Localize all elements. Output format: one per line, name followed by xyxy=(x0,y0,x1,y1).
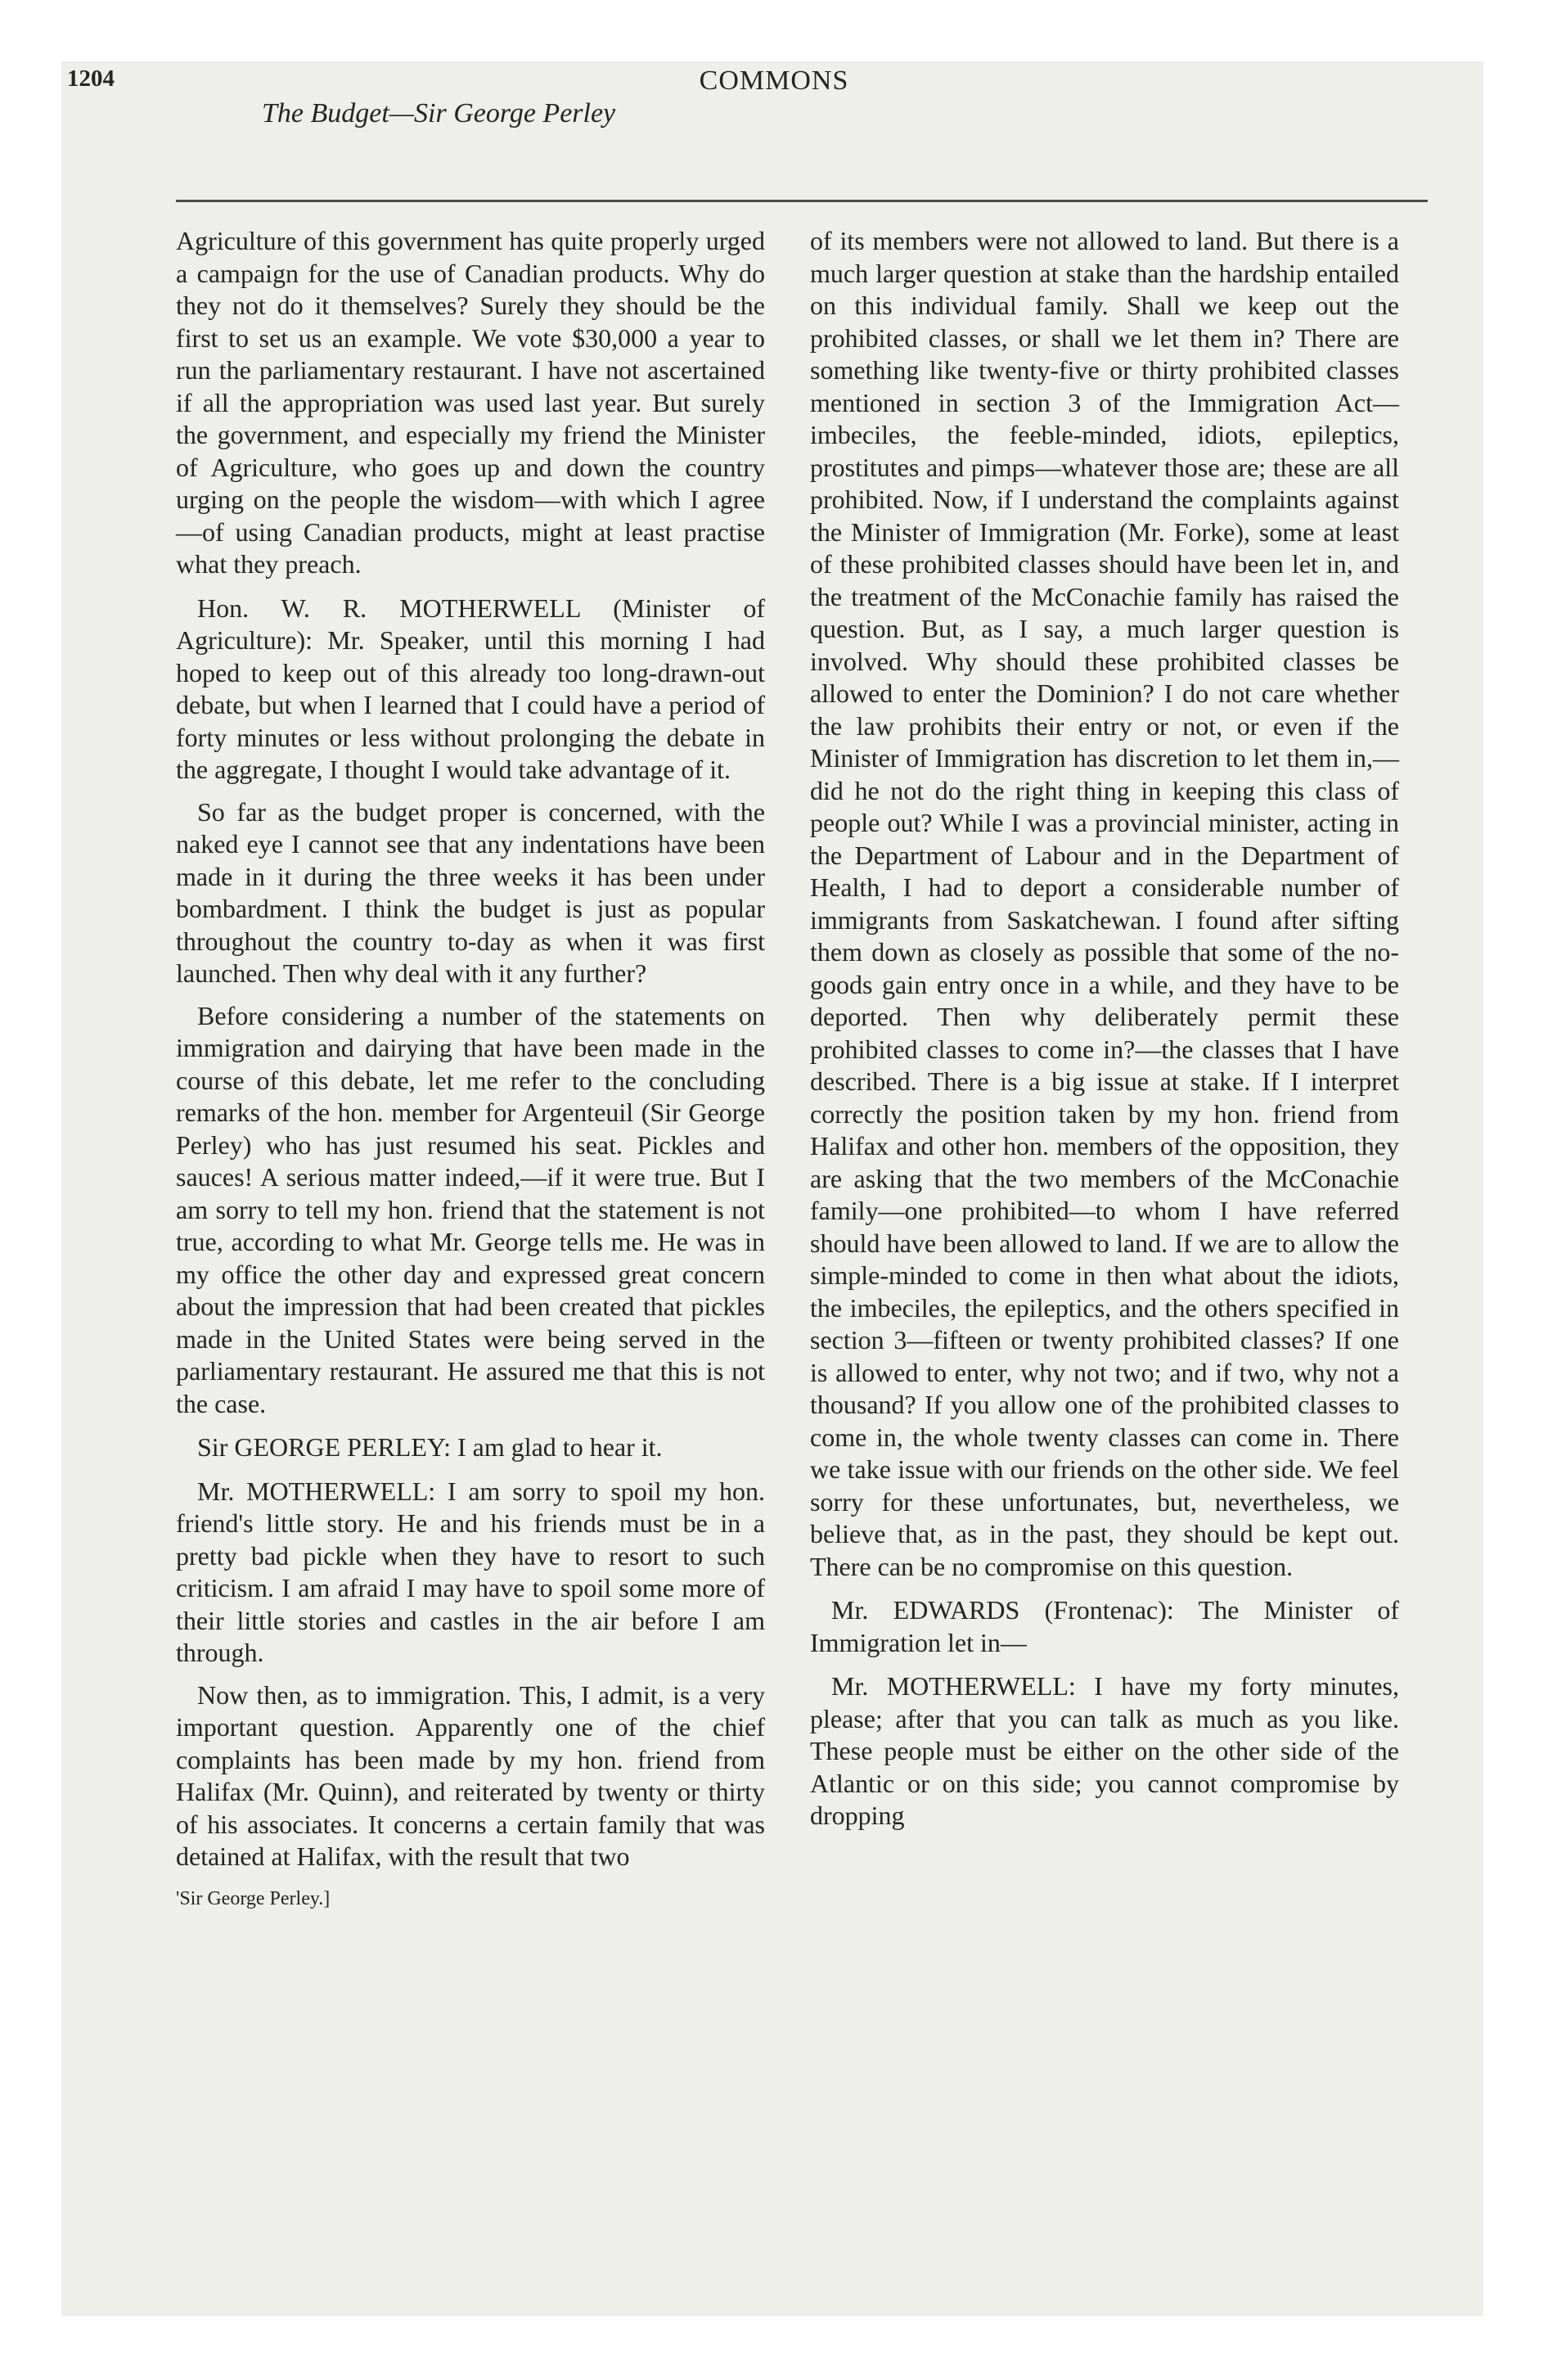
right-column xyxy=(810,225,1399,1842)
paragraph: Agriculture of this government has quite properly urged a campaign for the use of Canadian products. Why do they not do it themselves? Surely they should be the first to set us an example. We vote $30,000 a year to run the parliamentary restaurant. I have not ascertained if all the appropriation was used last year. But surely the government, and especially my friend the Minister of Agriculture, who goes up and down the country urging on the people the wisdom—with which I agree—of using Canadian products, might at least practise what they preach. xyxy=(176,226,765,579)
left-column xyxy=(176,225,765,1915)
page-number: 1204 xyxy=(67,65,115,92)
journal-title: COMMONS xyxy=(699,65,849,96)
paragraph: of its members were not allowed to land. But there is a much larger question at stake than the hardship entailed on this individual family. Shall we keep out the prohibited classes, or shall we let them in? There are something like twenty-five or thirty prohibited classes mentioned in section 3 of the Immigration Act—imbeciles, the feeble-minded, idiots, epileptics, prostitutes and pimps—whatever those are; these are all prohibited. Now, if I understand the complaints against the Minister of Immigration (Mr. Forke), some at least of these prohibited classes should have been let in, and the treatment of the McConachie family has raised the question. But, as I say, a much larger question is involved. Why should these prohibited classes be allowed to enter the Dominion? I do not care whether the law prohibits their entry or not, or even if the Minister of Immigration has discretion to let them in,—did he not do the right thing in keeping this class of people out? While I was a provincial minister, acting in the Department of Labour and in the Department of Health, I had to deport a considerable number of immigrants from Saskatchewan. I found after sifting them down as closely as possible that some of the no-goods gain entry once in a while, and they have to be deported. Then why deliberately permit these prohibited classes to come in?—the classes that I have described. There is a big issue at stake. If I interpret correctly the position taken by my hon. friend from Halifax and other hon. members of the opposition, they are asking that the two members of the McConachie family—one prohibited—to whom I have referred should have been allowed to land. If we are to allow the simple-minded to come in then what about the idiots, the imbeciles, the epileptics, and the others specified in section 3—fifteen or twenty prohibited classes? If one is allowed to enter, why not two; and if two, why not a thousand? If you allow one of the prohibited classes to come in, the whole twenty classes can come in. There we take issue with our friends on the other side. We feel sorry for these unfortunates, but, nevertheless, we believe that, as in the past, they should be kept out. There can be no compromise on this question. xyxy=(810,226,1399,1581)
speech-motherwell: Mr. MOTHERWELL: I have my forty minutes, please; after that you can talk as much as you like. These people must be either on the other side of the Atlantic or on this side; you cannot compromise by dropping xyxy=(810,1671,1399,1830)
speech-perley: Sir GEORGE PERLEY: I am glad to hear it. xyxy=(197,1432,663,1462)
paragraph: So far as the budget proper is concerned, with the naked eye I cannot see that any indentations have been made in it during the three weeks it has been under bombardment. I think the budget is just as popular throughout the country to-day as when it was first launched. Then why deal with it any further? xyxy=(176,796,765,988)
running-head: The Budget—Sir George Perley xyxy=(262,98,616,128)
header-rule xyxy=(176,200,1428,202)
paragraph: Before considering a number of the statements on immigration and dairying that have been made in the course of this debate, let me refer to the concluding remarks of the hon. member for Argenteuil (Sir George Perley) who has just resumed his seat. Pickles and sauces! A serious matter indeed,—if it were true. But I am sorry to tell my hon. friend that the statement is not true, according to what Mr. George tells me. He was in my office the other day and expressed great concern about the impression that had been created that pickles made in the United States were being served in the parliamentary restaurant. He assured me that this is not the case. xyxy=(176,1000,765,1418)
speech-motherwell: Mr. MOTHERWELL: I am sorry to spoil my hon. friend's little story. He and his friends must be in a pretty bad pickle when they have to resort to such criticism. I am afraid I may have to spoil some more of their little stories and castles in the air before I am through. xyxy=(176,1476,765,1667)
footnote: 'Sir George Perley.] xyxy=(176,1887,331,1909)
paragraph: Now then, as to immigration. This, I admit, is a very important question. Apparently one of the chief complaints has been made by my hon. friend from Halifax (Mr. Quinn), and reiterated by twenty or thirty of his associates. It concerns a certain family that was detained at Halifax, with the result that two xyxy=(176,1679,765,1871)
speech-edwards: Mr. EDWARDS (Frontenac): The Minister of Immigration let in— xyxy=(810,1595,1399,1657)
speech-motherwell: Hon. W. R. MOTHERWELL (Minister of Agriculture): Mr. Speaker, until this morning I had hoped to keep out of this already too long-drawn-out debate, but when I learned that I could have a period of forty minutes or less without prolonging the debate in the aggregate, I thought I would take advantage of it. xyxy=(176,593,765,784)
